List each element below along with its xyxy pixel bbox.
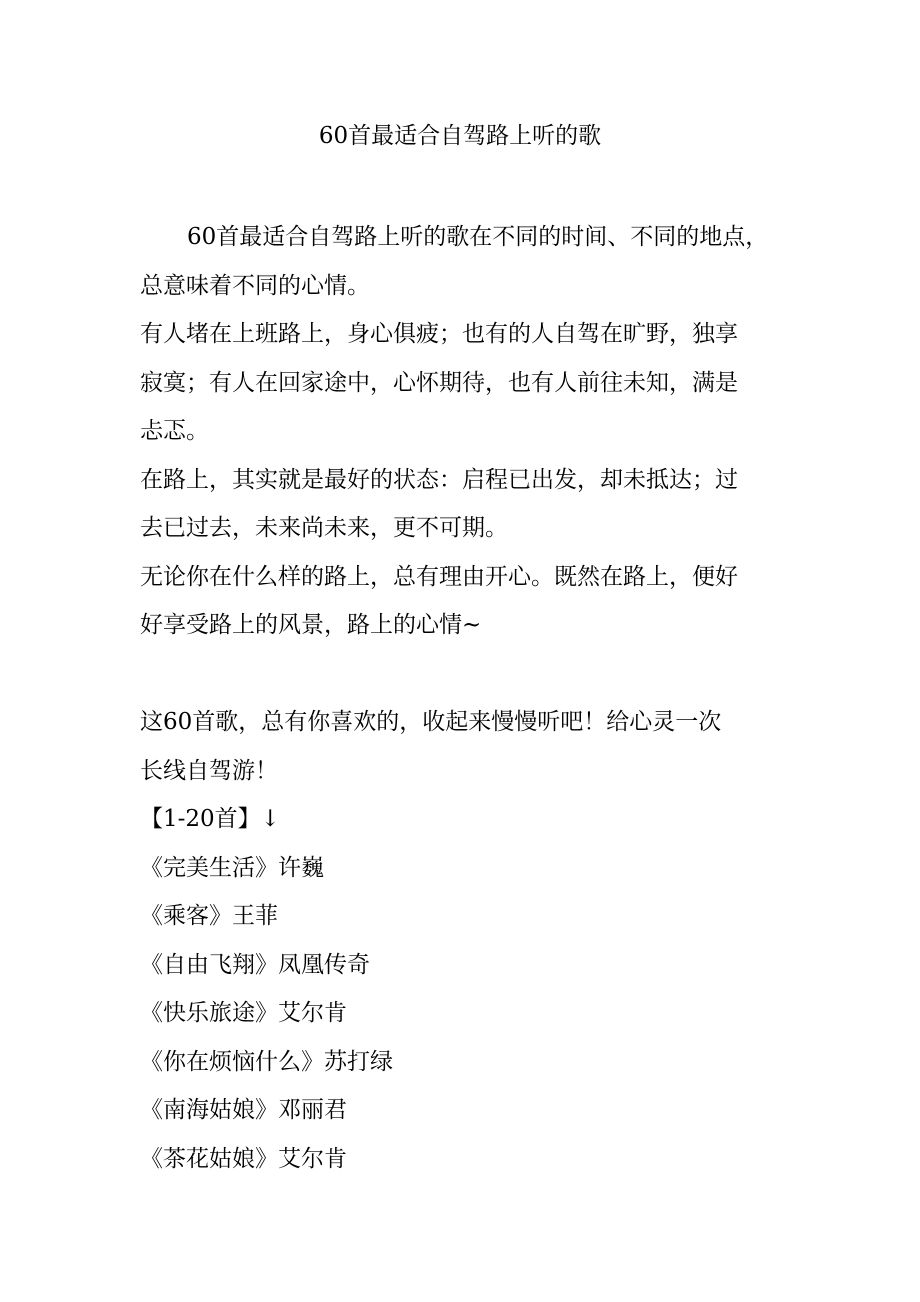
song-item: 《你在烦恼什么》苏打绿 <box>140 1048 393 1075</box>
recommend-line: 长线自驾游！ <box>140 757 278 784</box>
page-title: 60首最适合自驾路上听的歌 <box>318 123 602 149</box>
intro-line: 忐忑。 <box>140 418 209 444</box>
intro-line: 去已过去，未来尚未来，更不可期。 <box>140 515 508 541</box>
section-header: 【1-20首】↓ <box>140 806 280 832</box>
recommend-line: 这60首歌，总有你喜欢的，收起来慢慢听吧！给心灵一次 <box>140 709 722 735</box>
intro-line: 总意味着不同的心情。 <box>140 272 370 299</box>
song-item: 《茶花姑娘》艾尔肯 <box>140 1145 347 1172</box>
intro-line: 在路上，其实就是最好的状态：启程已出发，却未抵达；过 <box>140 466 738 493</box>
intro-line: 好享受路上的风景，路上的心情~ <box>140 612 482 638</box>
song-item: 《完美生活》许巍 <box>140 854 324 881</box>
paragraph-gap <box>140 650 820 699</box>
document-body <box>140 213 820 1183</box>
intro-line: 有人堵在上班路上，身心俱疲；也有的人自驾在旷野，独享 <box>140 321 738 347</box>
song-item: 《乘客》王菲 <box>140 903 278 929</box>
song-item: 《南海姑娘》邓丽君 <box>140 1097 347 1123</box>
intro-line: 无论你在什么样的路上，总有理由开心。既然在路上，便好 <box>140 563 738 590</box>
song-item: 《快乐旅途》艾尔肯 <box>140 1000 347 1026</box>
intro-line: 60首最适合自驾路上听的歌在不同的时间、不同的地点， <box>187 224 769 250</box>
intro-line: 寂寞；有人在回家途中，心怀期待，也有人前往未知，满是 <box>140 369 738 396</box>
song-item: 《自由飞翔》凤凰传奇 <box>140 951 370 978</box>
